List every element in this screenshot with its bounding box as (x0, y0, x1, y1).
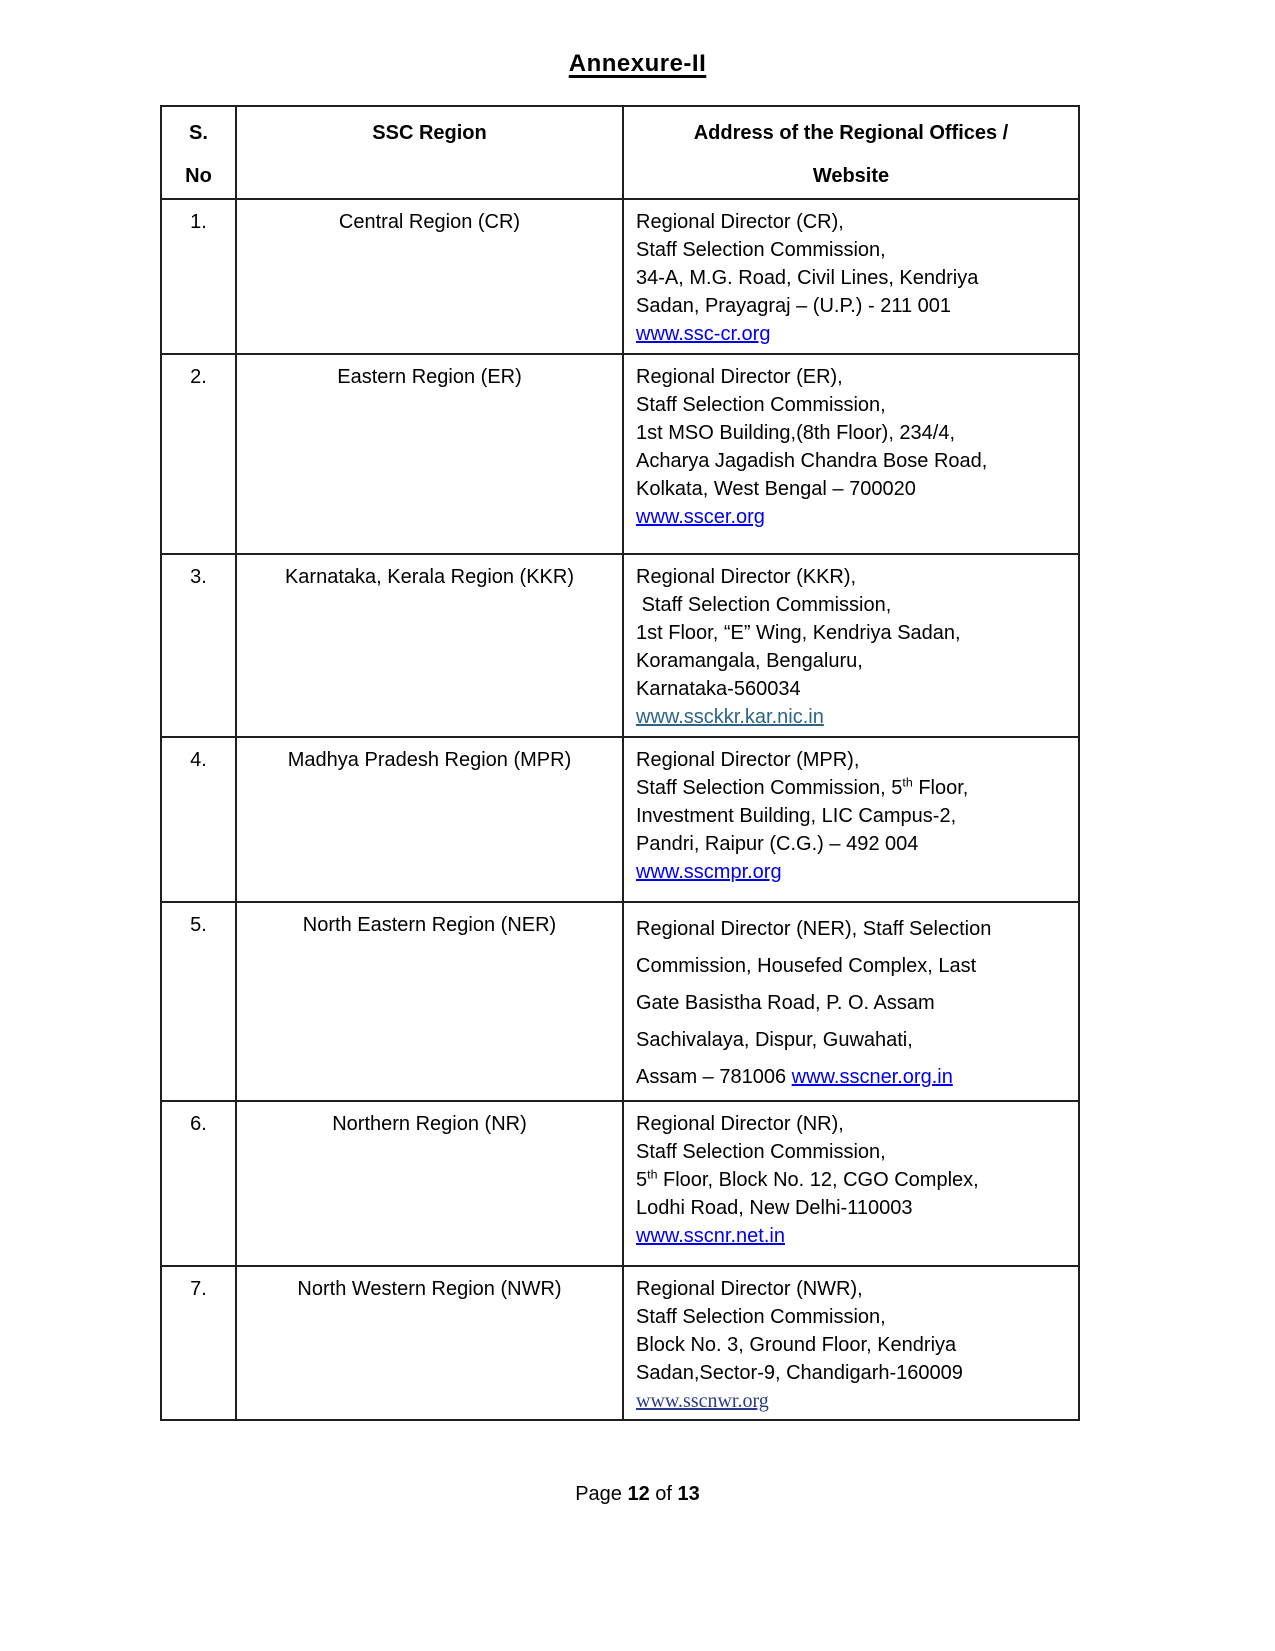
column-header-region (236, 106, 623, 199)
page-title: Annexure-II (568, 50, 707, 77)
region-cell: Madhya Pradesh Region (MPR) (236, 737, 623, 902)
footer-page-current: 12 (627, 1483, 650, 1505)
sno-cell: 2. (161, 354, 236, 554)
column-header-line: No (185, 165, 212, 187)
address-line: Karnataka-560034 (636, 678, 801, 700)
address-cell (623, 554, 1079, 737)
address-line: Sadan, Prayagraj – (U.P.) - 211 001 (636, 295, 951, 317)
column-header-line: S. (189, 122, 208, 144)
address-link-line (636, 703, 1068, 731)
address-line: Staff Selection Commission, (636, 1306, 886, 1328)
address-line: Block No. 3, Ground Floor, Kendriya (636, 1334, 957, 1356)
address-line: Commission, Housefed Complex, Last (636, 955, 977, 977)
column-header-sno (161, 106, 236, 199)
address-line: Regional Director (NR), (636, 1113, 844, 1135)
address-line: Pandri, Raipur (C.G.) – 492 004 (636, 833, 919, 855)
address-line: Regional Director (KKR), (636, 566, 857, 588)
address-line: Staff Selection Commission, (636, 394, 886, 416)
sno-cell: 4. (161, 737, 236, 902)
address-line: 5th Floor, Block No. 12, CGO Complex, (636, 1167, 979, 1191)
address-link-line (636, 503, 1068, 531)
address-line: Staff Selection Commission, 5th Floor, (636, 775, 969, 799)
footer-of-label: of (649, 1483, 678, 1505)
table-row (161, 554, 1079, 737)
ordinal-superscript: th (902, 775, 913, 790)
table-row (161, 737, 1079, 902)
address-link-line (636, 1387, 1068, 1415)
column-header-line: SSC Region (372, 122, 487, 144)
website-link[interactable]: www.sscnr.net.in (636, 1225, 785, 1247)
region-cell: North Western Region (NWR) (236, 1266, 623, 1420)
address-line: Koramangala, Bengaluru, (636, 650, 863, 672)
address-cell (623, 1266, 1079, 1420)
website-link[interactable]: www.sscmpr.org (636, 861, 782, 883)
region-cell: Eastern Region (ER) (236, 354, 623, 554)
address-line: Staff Selection Commission, (636, 1141, 886, 1163)
ordinal-superscript: th (647, 1167, 658, 1182)
website-link[interactable]: www.sscer.org (636, 506, 765, 528)
page-footer (0, 1483, 1275, 1506)
address-link-line (636, 320, 1068, 348)
sno-cell: 6. (161, 1101, 236, 1266)
address-line: 1st Floor, “E” Wing, Kendriya Sadan, (636, 622, 961, 644)
sno-cell: 1. (161, 199, 236, 354)
address-link-line (636, 1222, 1068, 1250)
address-line: Investment Building, LIC Campus-2, (636, 805, 957, 827)
address-link-line (636, 858, 1068, 886)
address-line: Kolkata, West Bengal – 700020 (636, 478, 916, 500)
region-cell: Northern Region (NR) (236, 1101, 623, 1266)
sno-cell: 5. (161, 902, 236, 1101)
region-cell: Karnataka, Kerala Region (KKR) (236, 554, 623, 737)
footer-page-label: Page (575, 1483, 628, 1505)
address-cell (623, 1101, 1079, 1266)
region-cell: Central Region (CR) (236, 199, 623, 354)
sno-cell: 3. (161, 554, 236, 737)
column-header-line: Website (812, 165, 890, 187)
address-line: Gate Basistha Road, P. O. Assam (636, 992, 935, 1014)
address-line: Regional Director (CR), (636, 211, 844, 233)
address-line: Sachivalaya, Dispur, Guwahati, (636, 1029, 913, 1051)
address-cell (623, 902, 1079, 1101)
column-header-line: Address of the Regional Offices / (693, 122, 1009, 144)
address-line: Regional Director (ER), (636, 366, 843, 388)
address-line: 1st MSO Building,(8th Floor), 234/4, (636, 422, 956, 444)
table-row (161, 199, 1079, 354)
table-row (161, 1266, 1079, 1420)
address-line: Regional Director (NWR), (636, 1278, 863, 1300)
table-row (161, 902, 1079, 1101)
region-cell: North Eastern Region (NER) (236, 902, 623, 1101)
header-row (161, 106, 1079, 199)
website-link[interactable]: www.ssc-cr.org (636, 323, 771, 345)
website-link[interactable]: www.sscner.org.in (791, 1066, 953, 1088)
table-row (161, 354, 1079, 554)
sno-cell: 7. (161, 1266, 236, 1420)
address-line: Staff Selection Commission, (636, 594, 892, 616)
address-line: Acharya Jagadish Chandra Bose Road, (636, 450, 988, 472)
regional-offices-table (160, 105, 1080, 1421)
address-link-line: Assam – 781006 www.sscner.org.in (636, 1066, 953, 1088)
website-link[interactable]: www.sscnwr.org (636, 1390, 769, 1412)
address-cell (623, 199, 1079, 354)
address-line: Sadan,Sector-9, Chandigarh-160009 (636, 1362, 963, 1384)
column-header-address (623, 106, 1079, 199)
address-line: Lodhi Road, New Delhi-110003 (636, 1197, 913, 1219)
address-line: Regional Director (NER), Staff Selection (636, 918, 992, 940)
website-link[interactable]: www.ssckkr.kar.nic.in (636, 706, 824, 728)
address-line: 34-A, M.G. Road, Civil Lines, Kendriya (636, 267, 979, 289)
footer-page-total: 13 (677, 1483, 700, 1505)
table-row (161, 1101, 1079, 1266)
address-line: Staff Selection Commission, (636, 239, 886, 261)
address-cell (623, 737, 1079, 902)
address-cell (623, 354, 1079, 554)
address-line: Regional Director (MPR), (636, 749, 860, 771)
